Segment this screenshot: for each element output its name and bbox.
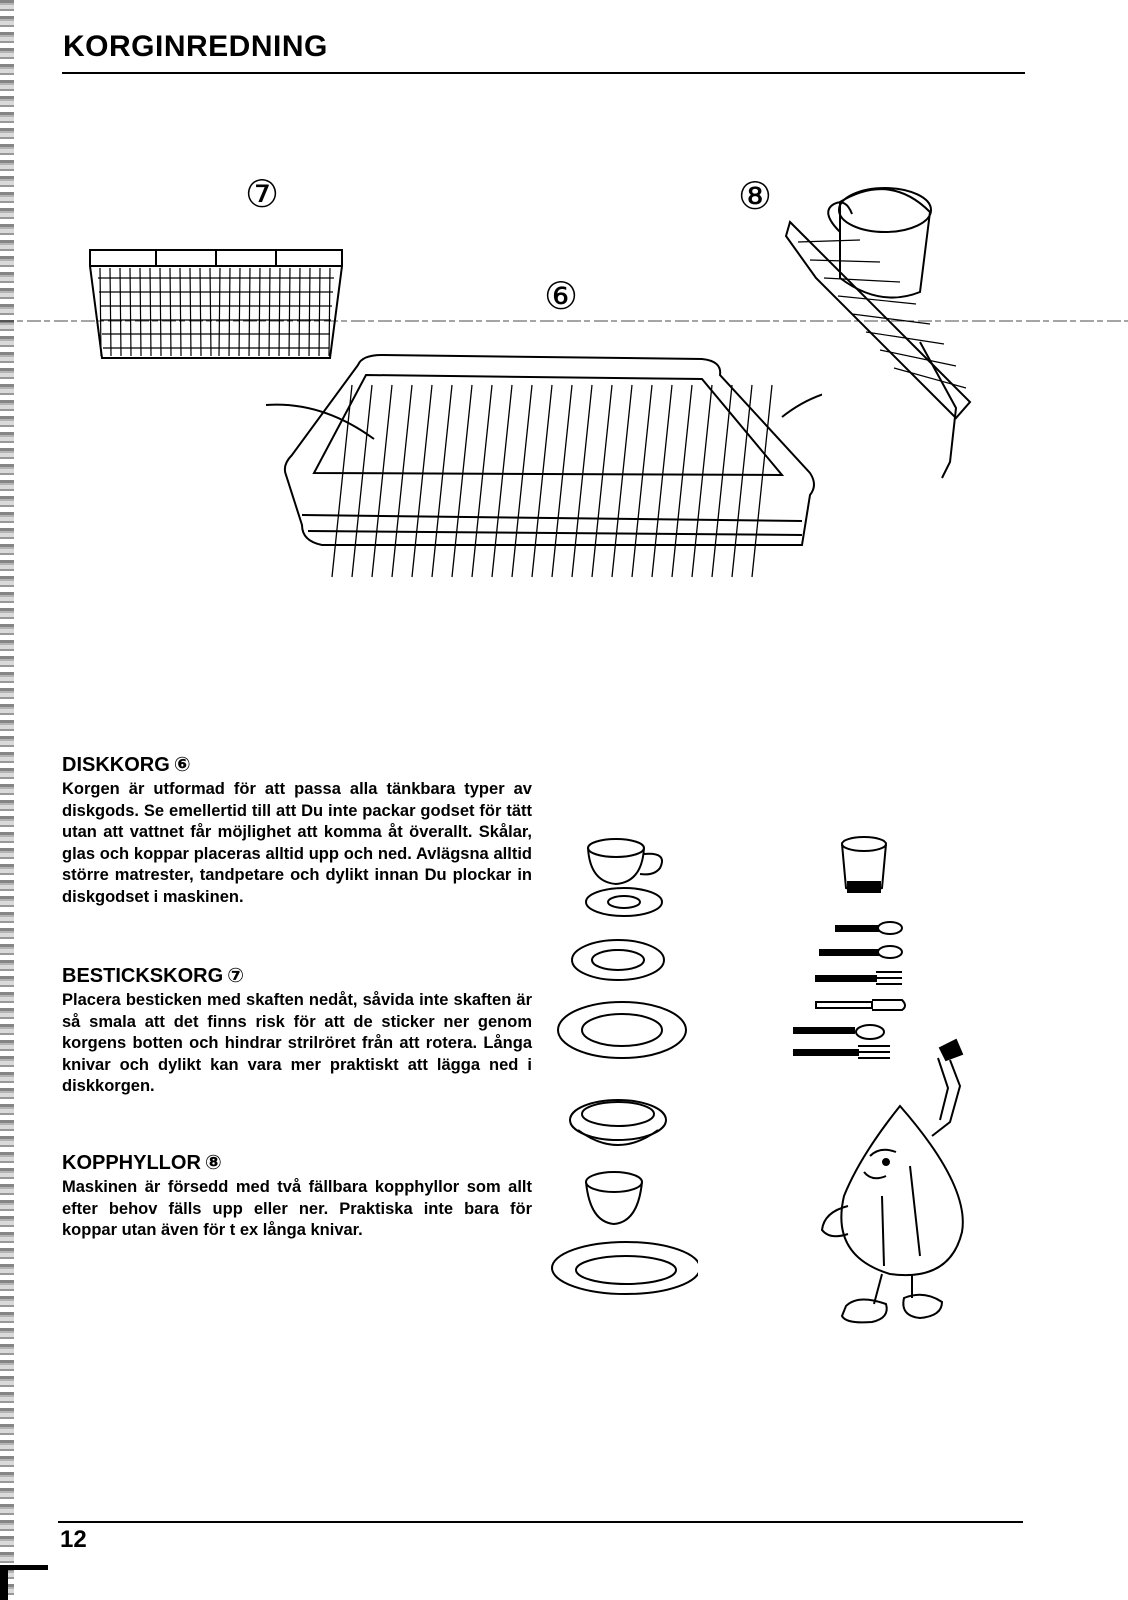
title-rule [62, 72, 1025, 74]
section-diskkorg [62, 752, 532, 908]
rack-wire [392, 385, 412, 577]
basket-wire [249, 268, 250, 356]
rack-wire [352, 385, 372, 577]
basket-wire [200, 268, 201, 356]
rack-wire [572, 385, 592, 577]
footer-rule [58, 1521, 1023, 1523]
section-kopphyllor [62, 1150, 532, 1242]
basket-wire [110, 268, 111, 356]
water-drop-mascot-icon [800, 1036, 1000, 1336]
rack-wire [432, 385, 452, 577]
rack-wire [612, 385, 632, 577]
section-besticks-korg [62, 963, 532, 1098]
rack-wire [412, 385, 432, 577]
basket-wire [190, 268, 191, 356]
callout-cutlery-basket: ⑦ [244, 172, 280, 216]
page-title: KORGINREDNING [63, 30, 328, 63]
section-body: Placera besticken med skaften nedåt, såvida inte skaften är så smala att det finns risk för att de sticker ner genom korgens botten och hindrar strilröret från att rotera. Långa knivar och dylikt kan vara mer praktiskt att lägga ned i diskkorgen. [62, 991, 532, 1095]
basket-wire [289, 268, 290, 356]
scan-corner-artifact [0, 1565, 48, 1600]
callout-cup-shelf: ⑧ [737, 174, 773, 218]
scan-edge-artifact [0, 0, 14, 1600]
section-body: Korgen är utformad för att passa alla tänkbara typer av diskgods. Se emellertid till att Du inte packar godset för tätt utan att vattnet får möjlighet att komma åt överallt. Skålar, glas och koppar placeras alltid upp och ned. Avlägsna alltid större matrester, tandpetare och dylikt innan Du plockar in diskgodset i maskinen. [62, 780, 532, 906]
rack-wire [652, 385, 672, 577]
section-heading [62, 1150, 532, 1175]
basket-wire [299, 268, 300, 356]
dish-rack-icon [262, 345, 822, 585]
heading-text: KOPPHYLLOR [62, 1152, 201, 1174]
basket-wire [279, 268, 280, 356]
rack-wire [372, 385, 392, 577]
tableware-column-icon [548, 830, 698, 1300]
rack-wire [732, 385, 752, 577]
callout-dish-rack: ⑥ [543, 274, 579, 318]
section-heading [62, 752, 532, 777]
basket-wire [229, 268, 230, 356]
basket-wire [309, 268, 310, 356]
rack-wire [332, 385, 352, 577]
rack-wire [672, 385, 692, 577]
page-number: 12 [60, 1526, 87, 1553]
basket-wire [150, 268, 151, 356]
basket-wire [120, 268, 121, 356]
basket-wire [319, 268, 320, 356]
heading-text: BESTICKSKORG [62, 965, 224, 987]
basket-wire [160, 268, 161, 356]
rack-wire [712, 385, 732, 577]
heading-marker: ⑧ [204, 1150, 222, 1174]
rack-wire [532, 385, 552, 577]
rack-wire [472, 385, 492, 577]
rack-wire [452, 385, 472, 577]
cup-shelf-icon [780, 182, 980, 482]
basket-wire [180, 268, 181, 356]
heading-text: DISKKORG [62, 754, 170, 776]
rack-wire [492, 385, 512, 577]
basket-wire [259, 268, 260, 356]
basket-wire [170, 268, 171, 356]
section-body: Maskinen är försedd med två fällbara kopphyllor som allt efter behov fälls upp eller ner. Praktiska inte bara för koppar utan även för t ex långa knivar. [62, 1178, 532, 1239]
basket-wire [140, 268, 141, 356]
basket-wire [130, 268, 131, 356]
basket-wire [210, 268, 211, 356]
heading-marker: ⑦ [227, 963, 245, 987]
rack-wire [552, 385, 572, 577]
basket-wire [329, 268, 330, 356]
rack-wire [692, 385, 712, 577]
rack-wire [592, 385, 612, 577]
rack-wire [632, 385, 652, 577]
basket-wire [269, 268, 270, 356]
basket-wire [219, 268, 220, 356]
heading-marker: ⑥ [173, 752, 191, 776]
basket-wire [239, 268, 240, 356]
rack-wire [512, 385, 532, 577]
section-heading [62, 963, 532, 988]
